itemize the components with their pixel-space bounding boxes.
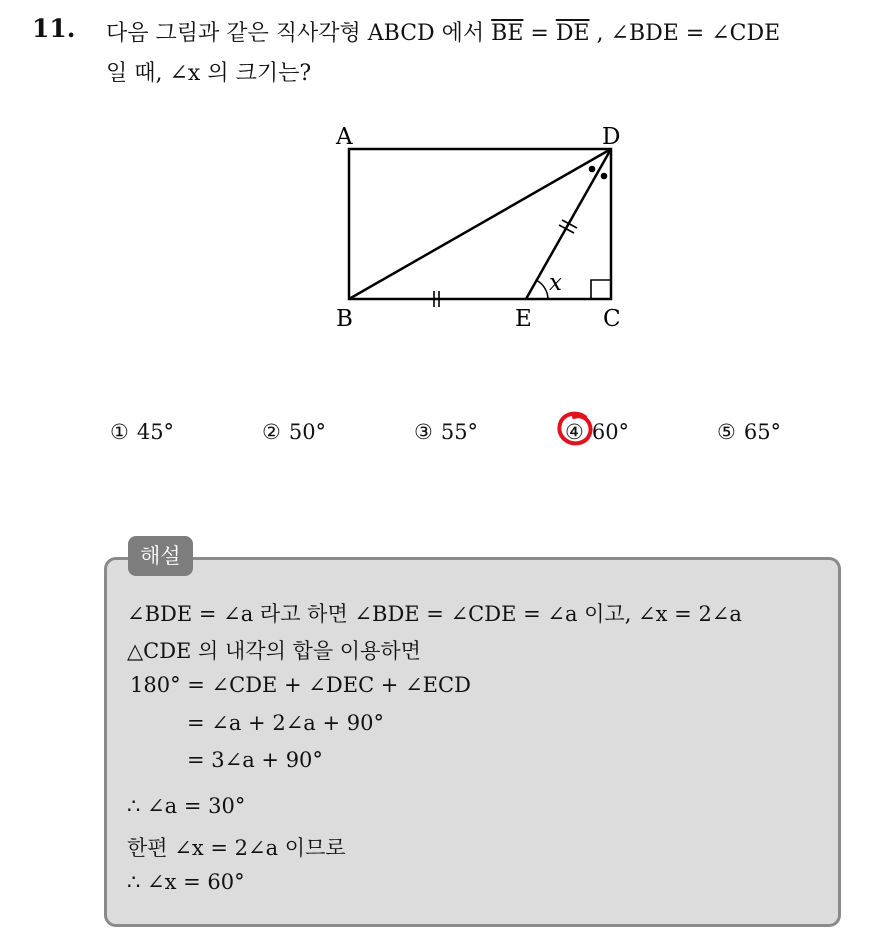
label-a: A xyxy=(336,124,353,150)
solution-line: 한편 ∠x = 2∠a 이므로 xyxy=(127,836,346,860)
rectangle-figure xyxy=(320,110,640,340)
equals-sign: = xyxy=(523,21,556,46)
angle-x-arc xyxy=(536,280,548,299)
choice-1[interactable] xyxy=(110,420,174,444)
question-condition: , ∠BDE = ∠CDE xyxy=(589,21,781,46)
solution-line: = 3∠a + 90° xyxy=(187,748,323,772)
label-e: E xyxy=(515,306,532,332)
question-number: 11. xyxy=(32,14,76,43)
choice-number: ② xyxy=(262,420,281,444)
solution-tag: 해설 xyxy=(128,536,193,576)
solution-line: ∠BDE = ∠a 라고 하면 ∠BDE = ∠CDE = ∠a 이고, ∠x = 2∠a xyxy=(127,602,742,626)
selected-answer-circle xyxy=(555,409,595,449)
label-b: B xyxy=(336,306,353,332)
choice-2[interactable] xyxy=(262,420,326,444)
choice-number: ① xyxy=(110,420,129,444)
choice-text: 55° xyxy=(440,420,479,444)
choice-number: ③ xyxy=(414,420,433,444)
question-text-line1 xyxy=(106,16,780,47)
question-text-line2: 일 때, ∠x 의 크기는? xyxy=(106,61,312,86)
solution-line: ∴ ∠a = 30° xyxy=(127,794,246,818)
equal-angle-dot-2 xyxy=(601,173,608,180)
equal-angle-dot-1 xyxy=(589,166,596,173)
choice-text: 45° xyxy=(136,420,175,444)
choice-text: 65° xyxy=(743,420,782,444)
circle-stroke xyxy=(559,414,590,444)
solution-line: = ∠a + 2∠a + 90° xyxy=(187,711,384,735)
question-text-part: 다음 그림과 같은 직사각형 ABCD 에서 xyxy=(106,21,492,46)
choice-5[interactable] xyxy=(717,420,781,444)
choice-3[interactable] xyxy=(414,420,478,444)
label-x: x xyxy=(549,270,562,296)
answer-choices xyxy=(0,420,884,456)
segment-de: $\overline{DE}$ xyxy=(555,21,590,46)
choice-text: 60° xyxy=(591,420,630,444)
choice-number: ④ xyxy=(565,420,584,444)
choice-text: 50° xyxy=(288,420,327,444)
segment-be: $\overline{BE}$ xyxy=(491,21,524,46)
solution-line: ∴ ∠x = 60° xyxy=(127,870,245,894)
solution-line: △CDE 의 내각의 합을 이용하면 xyxy=(127,639,421,663)
solution-line: 180° = ∠CDE + ∠DEC + ∠ECD xyxy=(130,673,471,697)
label-c: C xyxy=(603,306,621,332)
choice-number: ⑤ xyxy=(717,420,736,444)
diagonal-bd xyxy=(349,149,611,299)
label-d: D xyxy=(602,124,621,150)
right-angle-mark xyxy=(591,280,611,299)
